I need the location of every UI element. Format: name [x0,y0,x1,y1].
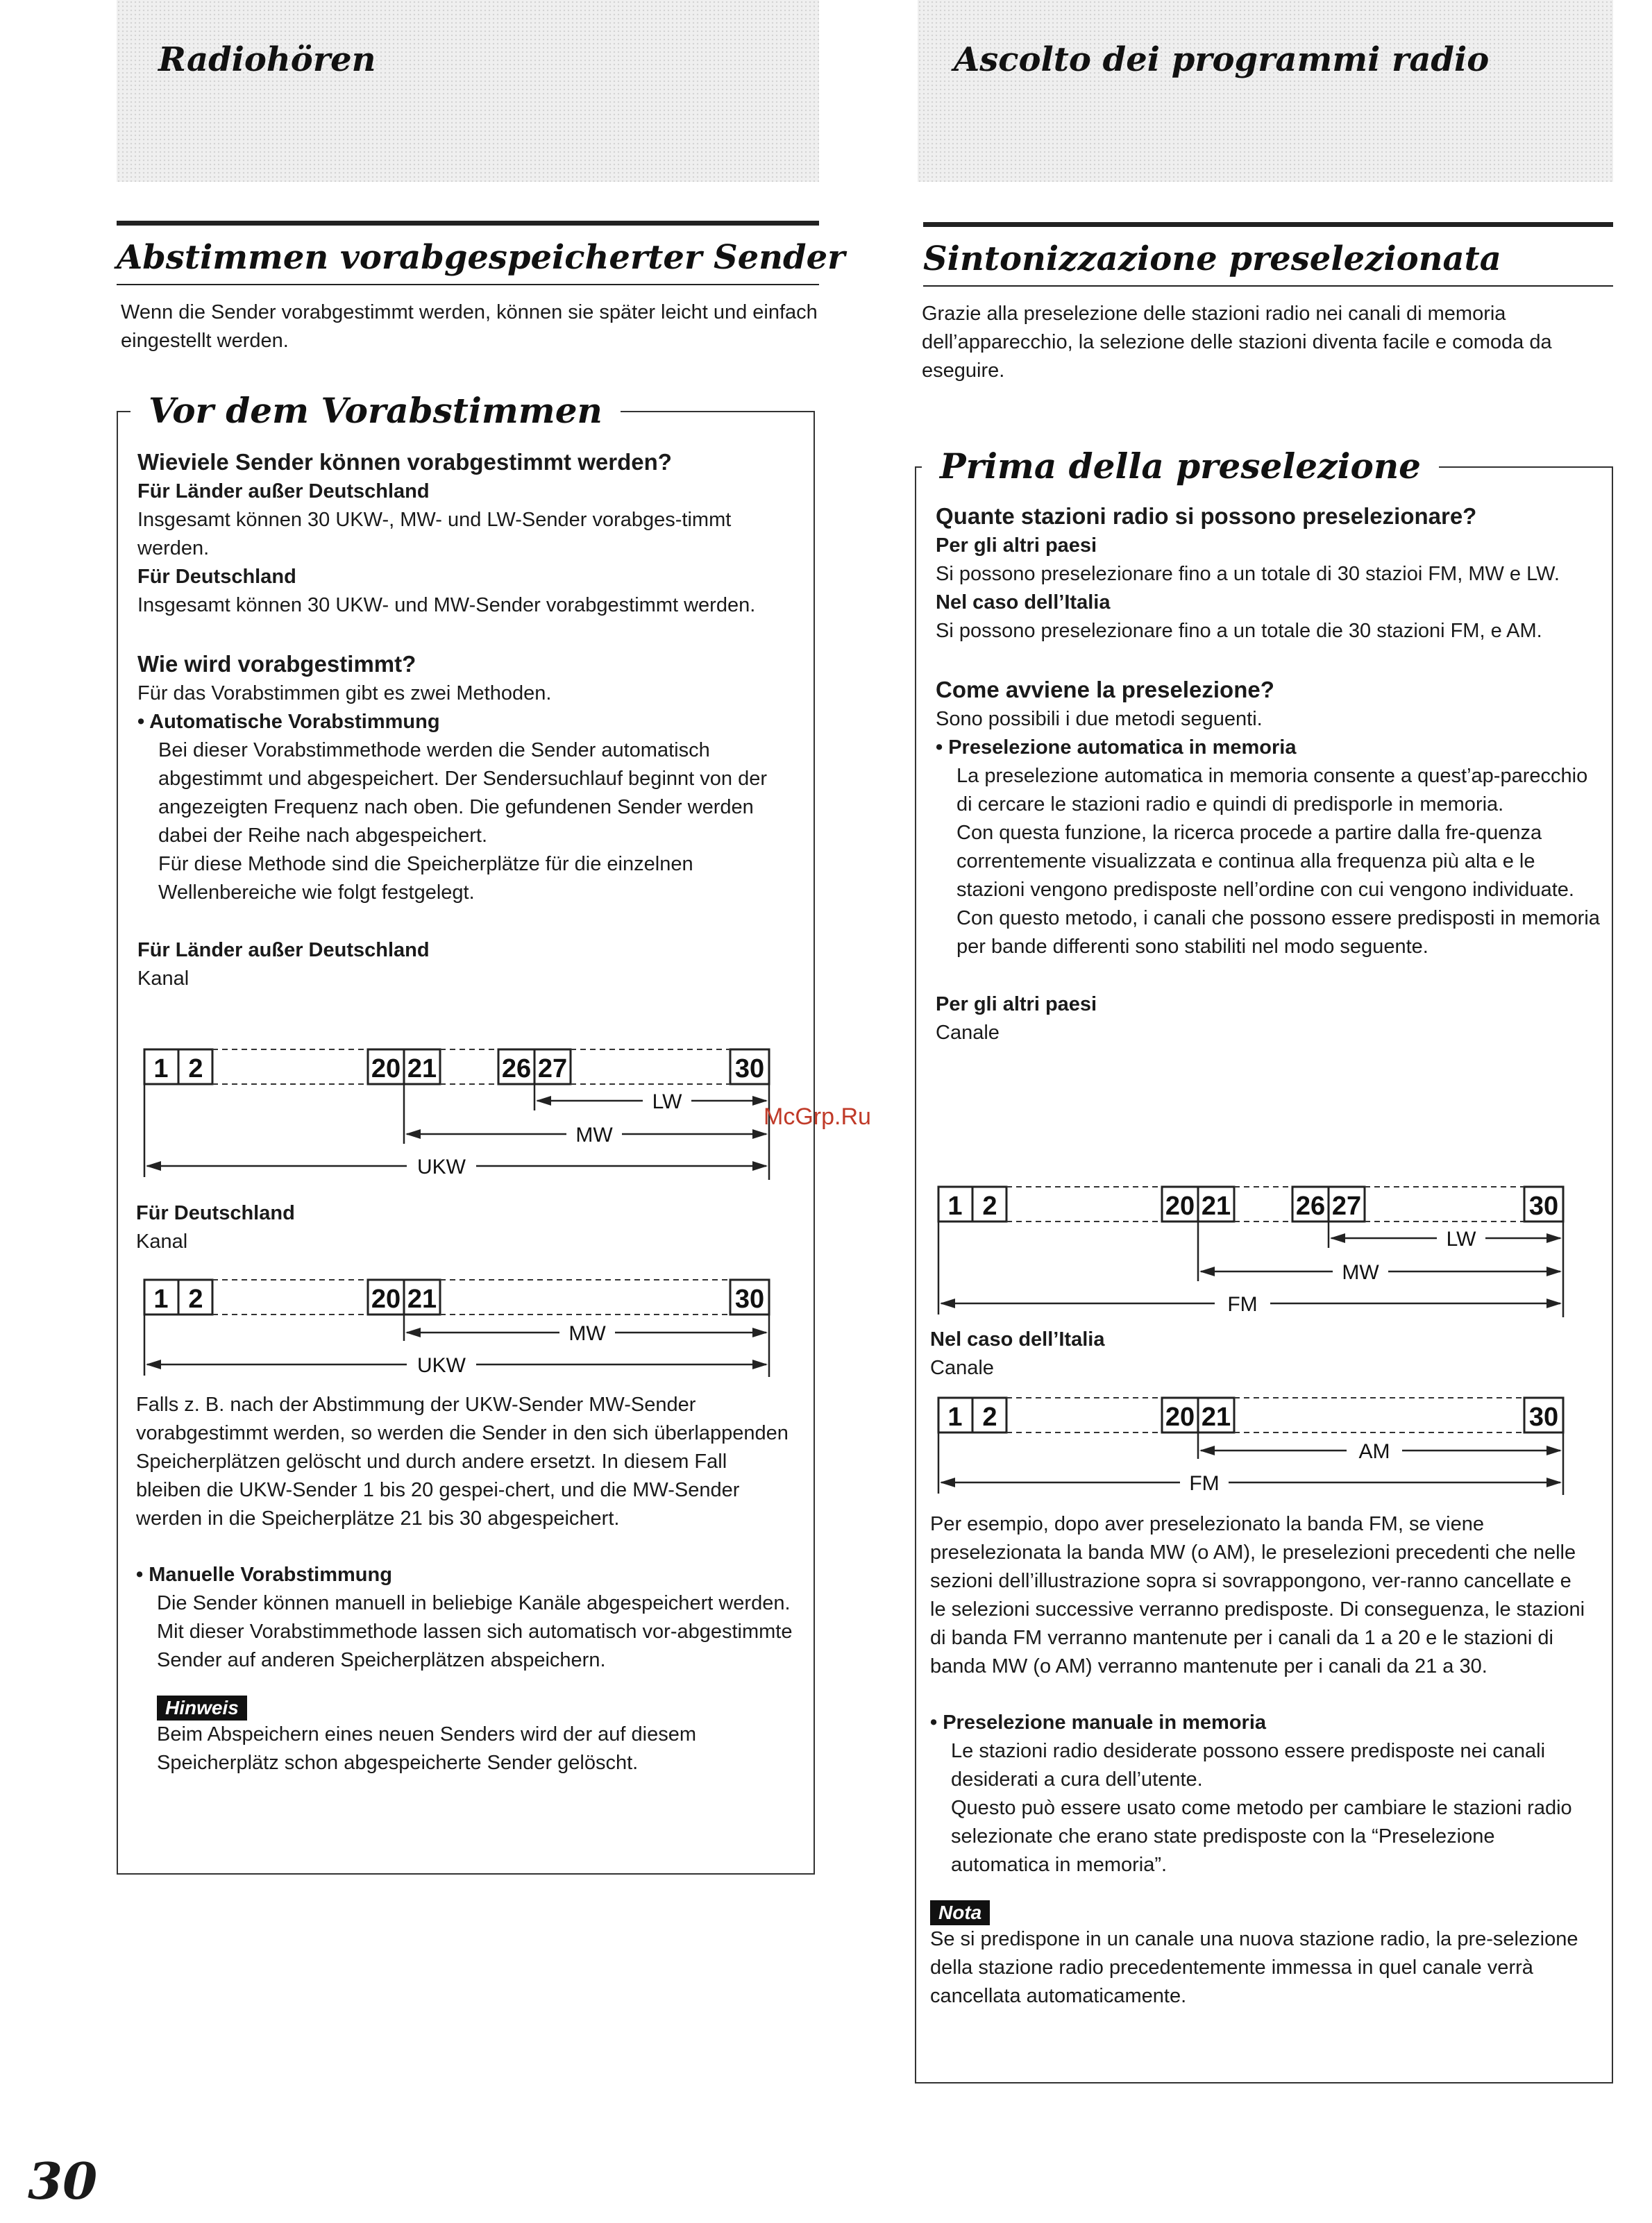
manual-text1-right: Le stazioni radio desiderate possono essere predisposte nei canali desiderati a cura dell’utente. [951,1740,1546,1791]
auto-text3-right: Con questo metodo, i canali che possono essere predisposti in memoria per bande differenti sono stabiliti nel modo seguente. [956,907,1600,958]
q2-text-right: Sono possibili i due metodi seguenti. [936,708,1263,730]
q1-left: Wieviele Sender können vorabgestimmt werden? [137,449,672,475]
ch-21: 21 [1201,1403,1231,1432]
band-mw: MW [575,1124,613,1147]
band-mw: MW [1342,1261,1379,1284]
ch-2: 2 [982,1403,997,1432]
intro-right: Grazie alla preselezione delle stazioni radio nei canali di memoria dell’apparecchio, la selezione delle stazioni diventa facile e comoda da eseguire. [922,303,1552,382]
q1-b-head-left: Für Deutschland [137,566,296,588]
intro-left: Wenn die Sender vorabgestimmt werden, können sie später leicht und einfach eingestellt werden. [121,301,818,352]
diag2-head-right: Nel caso dell’Italia [930,1328,1105,1351]
note-badge-left: Hinweis [157,1696,247,1721]
q2-left: Wie wird vorabgestimmt? [137,651,416,677]
ch-1: 1 [153,1054,169,1083]
box-title-right: Prima della preselezione [922,446,1439,487]
watermark: McGrp.Ru [764,1104,871,1130]
diag2-sub-left: Kanal [136,1231,188,1253]
ch-21: 21 [407,1285,437,1314]
ch-1: 1 [947,1403,963,1432]
q2-right: Come avviene la preselezione? [936,677,1274,702]
band-lw: LW [1446,1228,1476,1251]
channel-diagram-right-a [930,1178,1576,1324]
header-title-left: Radiohören [158,40,376,79]
ch-21: 21 [407,1054,437,1083]
auto-head-right: • Preselezione automatica in memoria [936,736,1297,759]
diag1-head-left: Für Länder außer Deutschland [137,939,430,961]
diag2-label-left [136,1199,761,1256]
box-content-left [137,447,804,993]
ch-30: 30 [734,1054,765,1083]
band-lw: LW [652,1090,682,1113]
ch-27: 27 [1331,1192,1362,1221]
ch-20: 20 [371,1285,401,1314]
manual-head-left: • Manuelle Vorabstimmung [136,1564,392,1586]
q2-text-left: Für das Vorabstimmen gibt es zwei Methoden. [137,682,552,704]
ch-30: 30 [1528,1192,1559,1221]
band-fm: FM [1227,1293,1258,1316]
manual-head-right: • Preselezione manuale in memoria [930,1711,1267,1734]
header-band-right [918,0,1613,182]
q1-a-text-left: Insgesamt können 30 UKW-, MW- und LW-Sender vorabges-timmt werden. [137,509,732,559]
diag2-head-left: Für Deutschland [136,1202,295,1224]
diag1-sub-right: Canale [936,1022,1000,1044]
auto-text1-left: Bei dieser Vorabstimmethode werden die Sender automatisch abgestimmt und abgespeichert. Der Sendersuchlauf beginnt von der angezeigten Frequenz nach oben. Die gefundenen Sender werden dabei der Reihe nach abgespeichert. [158,739,767,847]
diag1-head-right: Per gli altri paesi [936,993,1097,1015]
q1-b-text-left: Insgesamt können 30 UKW- und MW-Sender vorabgestimmt werden. [137,594,756,616]
ch-20: 20 [1165,1192,1195,1221]
band-mw: MW [568,1322,606,1345]
band-fm: FM [1189,1472,1220,1495]
diag2-sub-right: Canale [930,1357,994,1379]
note-text-right: Se si predispone in un canale una nuova stazione radio, la pre-selezione della stazione radio precedentemente immessa in quel canale verrà cancellata automaticamente. [930,1928,1578,2007]
auto-head-left: • Automatische Vorabstimmung [137,711,440,733]
ch-26: 26 [501,1054,532,1083]
after-diag-block-right [930,1510,1585,2011]
auto-text2-right: Con questa funzione, la ricerca procede a partire dalla fre-quenza correntemente visualizzata e continua alla frequenza più alta e le stazioni vengono predisposte nell’ordine con cui vengono individuate. [956,822,1574,901]
channel-diagram-left-b [136,1271,782,1383]
q1-a-head-left: Für Länder außer Deutschland [137,480,430,502]
header-band-left [117,0,819,182]
ch-26: 26 [1295,1192,1326,1221]
section-title-left: Abstimmen vorabgespeicherter Sender [117,221,819,285]
diag1-sub-left: Kanal [137,967,189,990]
header-title-right: Ascolto dei programmi radio [954,40,1490,79]
manual-text2-left: Mit dieser Vorabstimmethode lassen sich automatisch vor-abgestimmte Sender auf anderen Speicherplätzen abspeichern. [157,1621,793,1671]
band-ukw: UKW [417,1156,466,1178]
channel-diagram-left-a [136,1041,782,1187]
ch-21: 21 [1201,1192,1231,1221]
manual-text2-right: Questo può essere usato come metodo per cambiare le stazioni radio selezionate che erano state predisposte con la “Preselezione automatica in memoria”. [951,1797,1572,1876]
q1-a-text-right: Si possono preselezionare fino a un totale di 30 stazioi FM, MW e LW. [936,563,1560,585]
q1-b-text-right: Si possono preselezionare fino a un totale die 30 stazioni FM, e AM. [936,620,1542,642]
q1-a-head-right: Per gli altri paesi [936,534,1097,557]
q1-b-head-right: Nel caso dell’Italia [936,591,1111,614]
section-title-right: Sintonizzazione preselezionata [923,222,1613,287]
after-diag-left: Falls z. B. nach der Abstimmung der UKW-Sender MW-Sender vorabgestimmt werden, so werden die Sender in den sich überlappenden Speicherplätzen gelöscht und durch andere ersetzt. In diesem Fall bleiben die UKW-Sender 1 bis 20 gespei-chert, und die MW-Sender werden in die Speicherplätze 21 bis 30 abgespeichert. [136,1394,789,1530]
ch-30: 30 [1528,1403,1559,1432]
band-ukw: UKW [417,1354,466,1377]
auto-text2-left: Für diese Methode sind die Speicherplätze für die einzelnen Wellenbereiche wie folgt festgelegt. [158,853,693,904]
diag2-label-right [930,1326,1555,1383]
ch-20: 20 [1165,1403,1195,1432]
ch-2: 2 [982,1192,997,1221]
ch-2: 2 [188,1054,203,1083]
box-content-right [936,501,1602,1047]
note-text-left: Beim Abspeichern eines neuen Senders wird der auf diesem Speicherplätz schon abgespeicherte Sender gelöscht. [157,1723,697,1774]
band-am: AM [1358,1440,1390,1463]
ch-1: 1 [947,1192,963,1221]
after-diag-block-left [136,1391,794,1777]
auto-text1-right: La preselezione automatica in memoria consente a quest’ap-parecchio di cercare le stazioni radio e quindi di predisporle in memoria. [956,765,1588,815]
ch-1: 1 [153,1285,169,1314]
box-title-left: Vor dem Vorabstimmen [130,390,621,431]
after-diag-right: Per esempio, dopo aver preselezionato la banda FM, se viene preselezionata la banda MW (o AM), le preselezioni precedenti che nelle sezioni dell’illustrazione sopra si sovrappongono, ver-ranno cancellate e le selezioni successive verranno predisposte. Di conseguenza, le stazioni di banda FM verranno mantenute per i canali da 1 a 20 e le stazioni di banda MW (o AM) verranno mantenute per i canali da 21 a 30. [930,1513,1585,1677]
ch-30: 30 [734,1285,765,1314]
manual-text1-left: Die Sender können manuell in beliebige Kanäle abgespeichert werden. [157,1592,791,1614]
page-number: 30 [28,2152,98,2211]
q1-right: Quante stazioni radio si possono preselezionare? [936,503,1477,529]
ch-20: 20 [371,1054,401,1083]
note-badge-right: Nota [930,1900,990,1925]
ch-27: 27 [537,1054,568,1083]
ch-2: 2 [188,1285,203,1314]
channel-diagram-right-b [930,1389,1576,1501]
